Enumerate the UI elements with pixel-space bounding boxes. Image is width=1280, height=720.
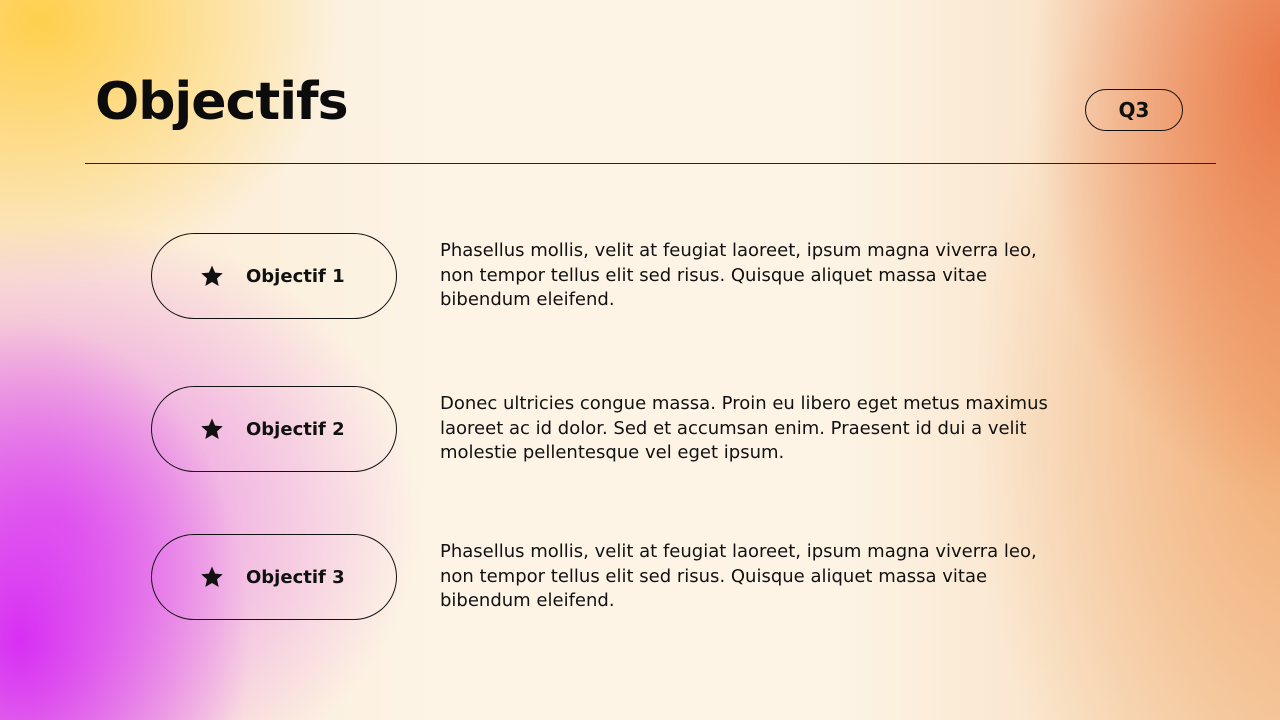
objective-row xyxy=(151,233,1071,323)
star-icon xyxy=(200,565,224,589)
title-divider xyxy=(85,163,1216,164)
objective-label: Objectif 1 xyxy=(246,265,345,287)
objective-label: Objectif 3 xyxy=(246,566,345,588)
quarter-badge: Q3 xyxy=(1085,89,1183,131)
page-title: Objectifs xyxy=(95,72,348,132)
objective-description: Phasellus mollis, velit at feugiat laoreet, ipsum magna viverra leo, non tempor tellus elit sed risus. Quisque aliquet massa vitae bibendum eleifend. xyxy=(440,541,1037,611)
objective-pill xyxy=(151,534,397,620)
star-icon xyxy=(200,264,224,288)
objective-row xyxy=(151,534,1071,624)
star-icon xyxy=(200,417,224,441)
objective-row xyxy=(151,386,1071,476)
objective-description: Phasellus mollis, velit at feugiat laoreet, ipsum magna viverra leo, non tempor tellus elit sed risus. Quisque aliquet massa vitae bibendum eleifend. xyxy=(440,240,1037,310)
objective-pill xyxy=(151,233,397,319)
objective-description: Donec ultricies congue massa. Proin eu libero eget metus maximus laoreet ac id dolor. Sed et accumsan enim. Praesent id dui a velit molestie pellentesque vel eget ipsum. xyxy=(440,393,1048,463)
objective-pill xyxy=(151,386,397,472)
objective-label: Objectif 2 xyxy=(246,418,345,440)
